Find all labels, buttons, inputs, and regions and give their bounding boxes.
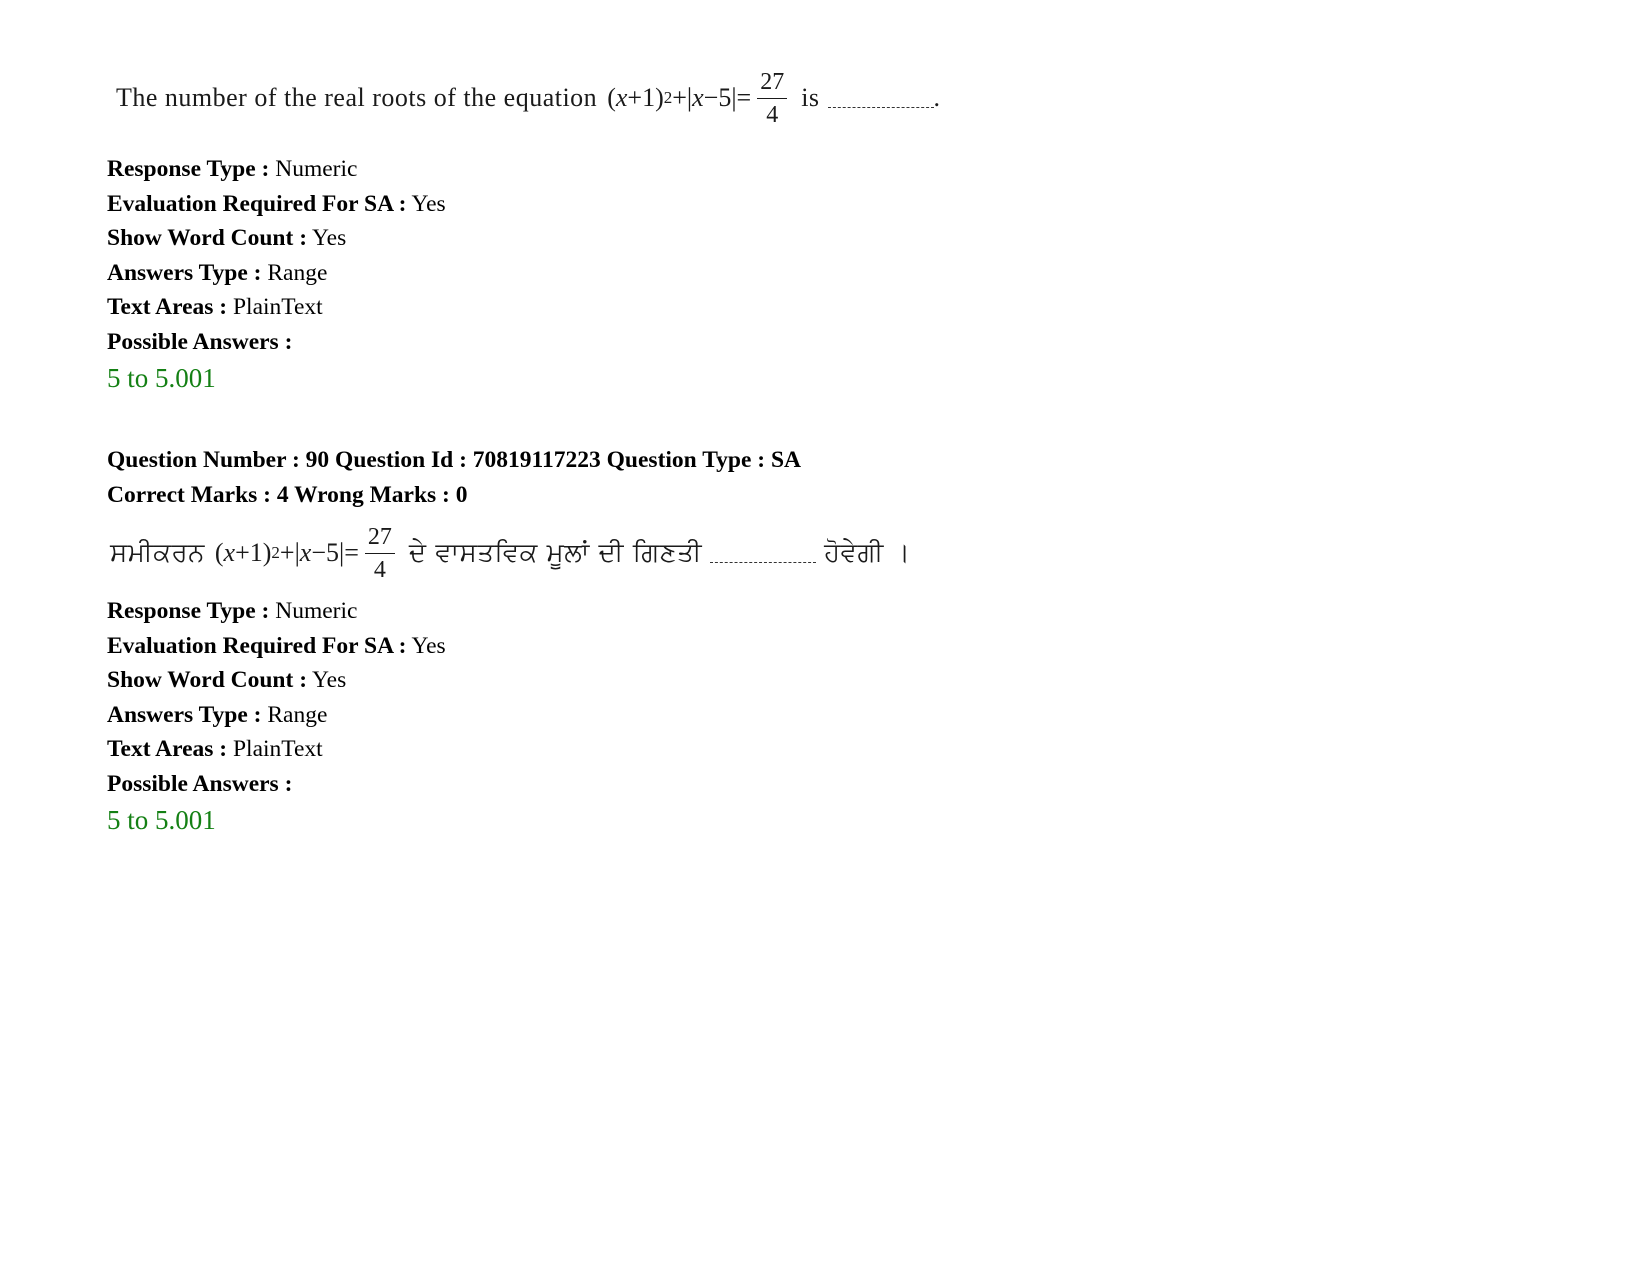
question-90-stem-middle: ਦੇ ਵਾਸਤਵਿਕ ਮੂਲਾਂ ਦੀ ਗਿਣਤੀ	[408, 537, 703, 568]
detail-text-areas: Text Areas : PlainText	[107, 294, 323, 320]
question-90-stem-intro: ਸਮੀਕਰਨ	[110, 537, 205, 568]
question-89-is: is	[801, 83, 820, 112]
question-89-blank	[828, 89, 934, 108]
question-89-answer: 5 to 5.001	[107, 363, 216, 393]
question-90-stem	[110, 518, 911, 588]
detail-show-word-count: Show Word Count : Yes	[107, 225, 347, 251]
question-90-details	[107, 594, 446, 839]
detail-response-type: Response Type : Numeric	[107, 598, 358, 624]
detail-answers-type: Answers Type : Range	[107, 259, 328, 286]
question-90-equation: ( x +1) 2 +| x −5|= $\frac{27}{4}$	[215, 525, 401, 582]
detail-evaluation-required: Evaluation Required For SA : Yes	[107, 190, 446, 217]
question-89-fraction: $\frac{27}{4}$	[757, 70, 787, 127]
question-90-stem-end: ਹੋਵੇਗੀ ।	[824, 537, 911, 568]
detail-evaluation-required: Evaluation Required For SA : Yes	[107, 632, 446, 659]
question-90-header-line1: Question Number : 90 Question Id : 70819117223 Question Type : SA	[107, 447, 801, 473]
detail-response-type: Response Type : Numeric	[107, 156, 358, 182]
detail-answers-type: Answers Type : Range	[107, 701, 328, 728]
detail-possible-answers: Possible Answers :	[107, 770, 293, 797]
question-89-stem-text: The number of the real roots of the equation	[116, 83, 598, 112]
detail-show-word-count: Show Word Count : Yes	[107, 667, 347, 693]
detail-text-areas: Text Areas : PlainText	[107, 736, 323, 762]
question-90-header	[107, 443, 801, 513]
question-90-answer: 5 to 5.001	[107, 805, 216, 835]
question-90-fraction: $\frac{27}{4}$	[365, 525, 395, 582]
detail-possible-answers: Possible Answers :	[107, 328, 293, 355]
question-90-blank	[710, 544, 816, 563]
question-89-equation: ( x +1) 2 +| x −5|= $\frac{27}{4}$	[607, 70, 793, 127]
question-89-details	[107, 152, 446, 397]
question-90-header-line2: Correct Marks : 4 Wrong Marks : 0	[107, 482, 468, 508]
question-89-stem: The number of the real roots of the equation ( x +1) 2 +| x −5|= $\frac{27}{4}$ is .	[116, 68, 941, 128]
